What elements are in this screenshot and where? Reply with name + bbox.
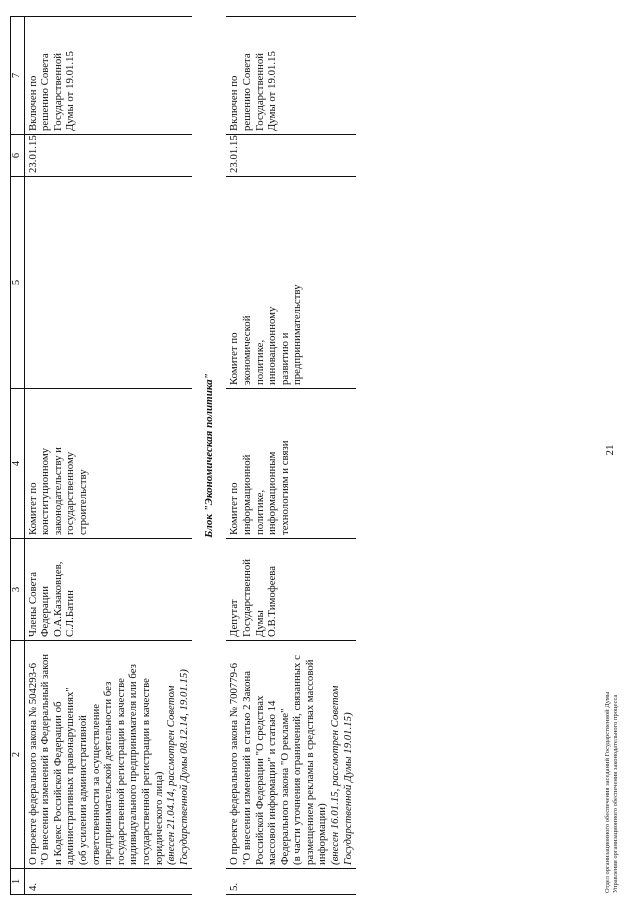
table-row <box>24 17 192 895</box>
table-row <box>226 17 356 895</box>
column-number: 3 <box>11 539 25 641</box>
bill-title: О проекте федерального закона № 504293-6 "О внесении изменений в Федеральный закон и Кодекс Российской Федерации об административных правонарушениях" (об усилении административной ответственности за осуществление предпринимательской деятельности без государственной регистрации в качестве индивидуального предпринимателя или без государственной регистрации в качестве юридического лица) (внесен 21.04.14, рассмотрен Советом Государственной Думы 08.12.14, 19.01.15) <box>24 641 192 869</box>
deadline-date: 23.01.15 <box>24 135 192 177</box>
column-numbers-row <box>11 17 25 895</box>
responsible-committee: Комитет по информационной политике, информационным технологиям и связи <box>226 389 356 539</box>
bill-title: О проекте федерального закона № 700779-6 "О внесении изменений в статью 2 Закона Российской Федерации "О средствах массовой информации" и статью 14 Федерального закона "О рекламе" (в части уточнения ограничений, связанных с размещением рекламы в средствах массовой информации) (внесен 16.01.15, рассмотрен Советом Государственной Думы 19.01.15) <box>226 641 356 869</box>
bills-table <box>10 16 356 895</box>
column-number: 2 <box>11 641 25 869</box>
column-number: 7 <box>11 17 25 135</box>
deadline-date: 23.01.15 <box>226 135 356 177</box>
footer <box>604 692 620 893</box>
decision: Включен по решению Совета Государственной Думы от 19.01.15 <box>226 17 356 135</box>
co-committee <box>24 177 192 389</box>
column-number: 1 <box>11 869 25 895</box>
co-committee: Комитет по экономической политике, инновационному развитию и предпринимательству <box>226 177 356 389</box>
responsible-committee: Комитет по конституционному законодательству и государственному строительству <box>24 389 192 539</box>
block-heading: Блок "Экономическая политика" <box>203 373 216 538</box>
row-number: 4. <box>24 869 192 895</box>
page-number: 21 <box>604 444 616 456</box>
footer-line: Управления организационного обеспечения законодательного процесса <box>612 694 619 893</box>
footer-line: Отдел организационного обеспечения заседаний Государственной Думы <box>604 691 611 893</box>
decision: Включен по решению Совета Государственной Думы от 19.01.15 <box>24 17 192 135</box>
bill-authors: Депутат Государственной Думы О.В.Тимофеева <box>226 539 356 641</box>
column-number: 5 <box>11 177 25 389</box>
row-number: 5. <box>226 869 356 895</box>
bill-authors: Члены Совета Федерации О.А.Казаковцев, С.Л.Батин <box>24 539 192 641</box>
column-number: 6 <box>11 135 25 177</box>
block-heading-row <box>192 17 226 895</box>
column-number: 4 <box>11 389 25 539</box>
